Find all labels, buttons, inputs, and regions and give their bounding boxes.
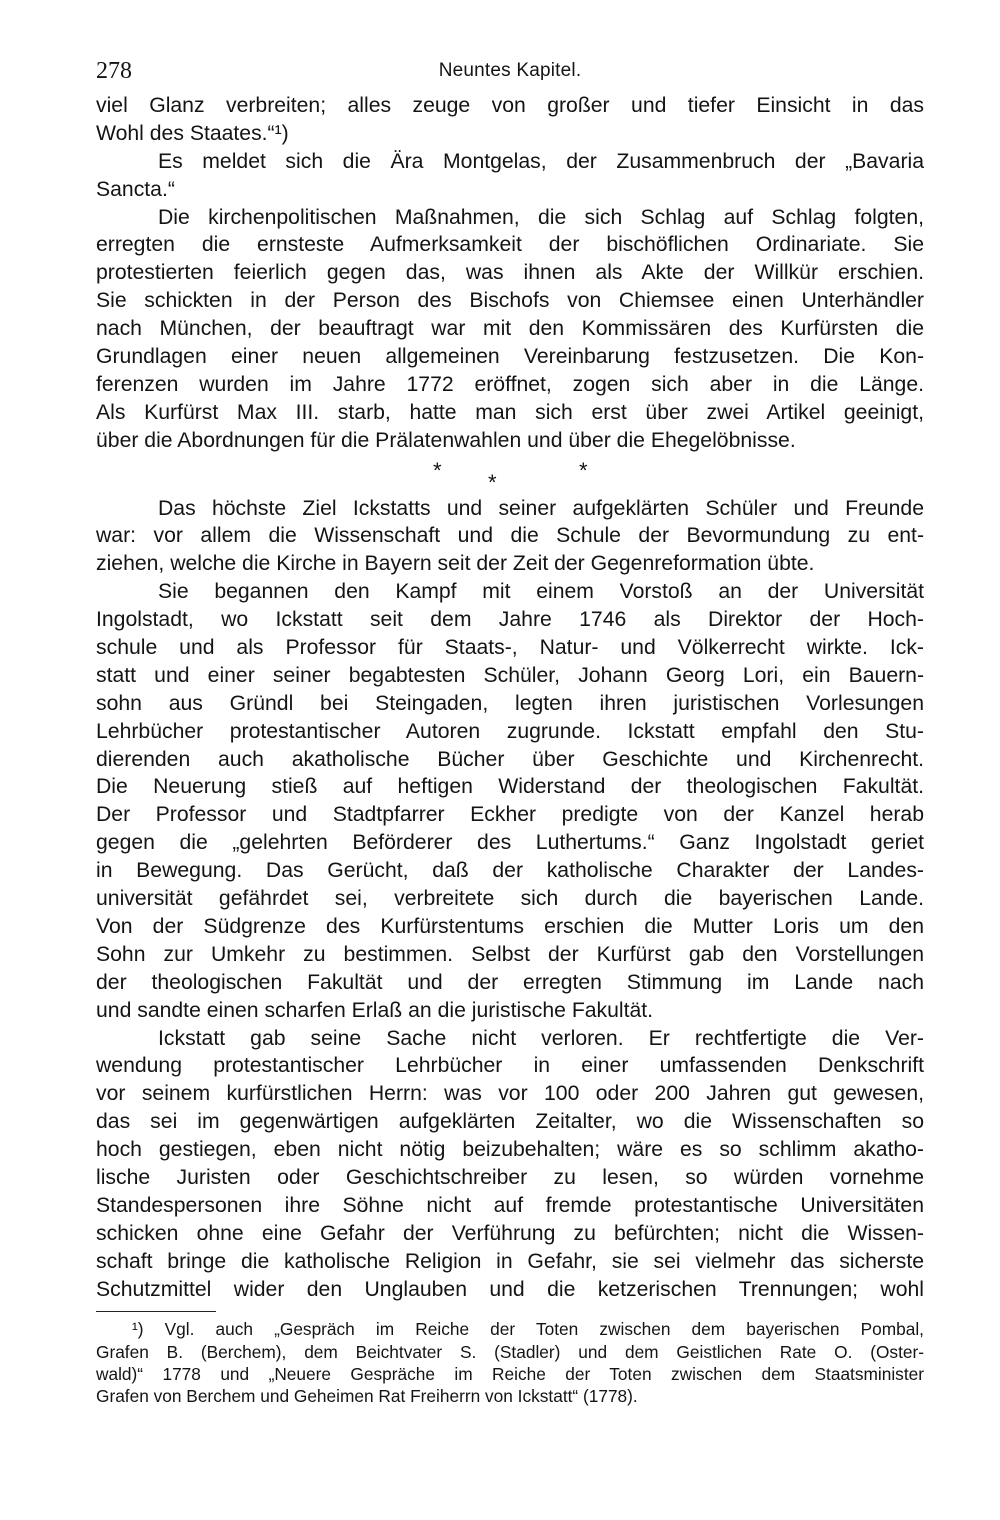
text-line: ferenzen wurden im Jahre 1772 eröffnet, zogen sich aber in die Länge.	[96, 372, 924, 396]
text-line: in Bewegung. Das Gerücht, daß der katholische Charakter der Landes-	[96, 859, 924, 883]
text-line: ziehen, welche die Kirche in Bayern seit der Zeit der Gegenreformation übte.	[96, 552, 815, 576]
text-line: war: vor allem die Wissenschaft und die Schule der Bevormundung zu ent-	[96, 524, 924, 548]
footnote-line: wald)“ 1778 und „Neuere Gespräche im Reiche der Toten zwischen dem Staatsminister	[96, 1364, 924, 1384]
separator-asterisk: *	[433, 457, 442, 483]
text-line: über die Abordnungen für die Prälatenwahlen und über die Ehegelöbnisse.	[96, 428, 796, 452]
text-line: Wohl des Staates.“¹)	[96, 121, 289, 145]
text-line: und sandte einen scharfen Erlaß an die juristische Fakultät.	[96, 998, 654, 1022]
footnote-line: Grafen B. (Berchem), dem Beichtvater S. (Stadler) und dem Geistlichen Rate O. (Oster-	[96, 1341, 924, 1362]
paragraph	[96, 495, 924, 579]
separator-asterisk: *	[488, 469, 497, 495]
separator-asterisk: *	[579, 457, 588, 483]
text-line: Der Professor und Stadtpfarrer Eckher predigte von der Kanzel herab	[96, 803, 924, 827]
text-line: Schutzmittel wider den Unglauben und die ketzerischen Trennungen; wohl	[96, 1277, 924, 1301]
text-line: Sancta.“	[96, 177, 175, 201]
text-line: viel Glanz verbreiten; alles zeuge von großer und tiefer Einsicht in das	[96, 94, 924, 117]
text-line: schaft bringe die katholische Religion in Gefahr, sie sei vielmehr das sicherste	[96, 1249, 924, 1273]
text-line: Als Kurfürst Max III. starb, hatte man sich erst über zwei Artikel geeinigt,	[96, 400, 924, 424]
text-line: schule und als Professor für Staats-, Natur- und Völkerrecht wirkte. Ick-	[96, 636, 924, 660]
text-line: Die Neuerung stieß auf heftigen Widerstand der theologischen Fakultät.	[96, 775, 924, 799]
section-separator	[96, 455, 924, 495]
text-line: erregten die ernsteste Aufmerksamkeit der bischöflichen Ordinariate. Sie	[96, 233, 924, 257]
text-line: Von der Südgrenze des Kurfürstentums erschien die Mutter Loris um den	[96, 914, 924, 938]
text-line: gegen die „gelehrten Beförderer des Luthertums.“ Ganz Ingolstadt geriet	[96, 831, 924, 855]
text-line: Es meldet sich die Ära Montgelas, der Zusammenbruch der „Bavaria	[158, 149, 924, 173]
text-line: Die kirchenpolitischen Maßnahmen, die sich Schlag auf Schlag folgten,	[158, 205, 924, 229]
text-line: das sei im gegenwärtigen aufgeklärten Zeitalter, wo die Wissenschaften so	[96, 1110, 924, 1134]
paragraph	[96, 578, 924, 1024]
text-line: wendung protestantischer Lehrbücher in einer umfassenden Denkschrift	[96, 1054, 924, 1078]
text-line: Ingolstadt, wo Ickstatt seit dem Jahre 1746 als Direktor der Hoch-	[96, 608, 924, 632]
text-line: sohn aus Gründl bei Steingaden, legten ihren juristischen Vorlesungen	[96, 691, 924, 715]
text-line: dierenden auch akatholische Bücher über Geschichte und Kirchenrecht.	[96, 747, 924, 771]
text-line: schicken ohne eine Gefahr der Verführung zu befürchten; nicht die Wissen-	[96, 1221, 924, 1245]
text-line: protestierten feierlich gegen das, was ihnen als Akte der Willkür erschien.	[96, 261, 924, 285]
text-line: Das höchste Ziel Ickstatts und seiner aufgeklärten Schüler und Freunde	[158, 496, 924, 520]
text-line: vor seinem kurfürstlichen Herrn: was vor 100 oder 200 Jahren gut gewesen,	[96, 1082, 924, 1106]
text-line: lische Juristen oder Geschichtschreiber zu lesen, so würden vornehme	[96, 1165, 924, 1189]
text-line: Sie schickten in der Person des Bischofs von Chiemsee einen Unterhändler	[96, 289, 924, 313]
text-line: Sie begannen den Kampf mit einem Vorstoß an der Universität	[158, 580, 924, 604]
text-line: Grundlagen einer neuen allgemeinen Vereinbarung festzusetzen. Die Kon-	[96, 345, 924, 369]
footnote-line: Grafen von Berchem und Geheimen Rat Freiherrn von Ickstatt“ (1778).	[96, 1386, 638, 1407]
page-number: 278	[96, 58, 132, 84]
text-line: Sohn zur Umkehr zu bestimmen. Selbst der Kurfürst gab den Vorstellungen	[96, 942, 924, 966]
text-line: Lehrbücher protestantischer Autoren zugrunde. Ickstatt empfahl den Stu-	[96, 719, 924, 743]
paragraph	[96, 148, 924, 204]
text-line: der theologischen Fakultät und der erregten Stimmung im Lande nach	[96, 970, 924, 994]
text-line: Standespersonen ihre Söhne nicht auf fremde protestantische Universitäten	[96, 1193, 924, 1217]
paragraph	[96, 204, 924, 455]
footnote-line: ¹) Vgl. auch „Gespräch im Reiche der Toten zwischen dem bayerischen Pombal,	[132, 1319, 924, 1340]
paragraph	[96, 92, 924, 148]
footnote-divider	[96, 1311, 216, 1312]
text-line: statt und einer seiner begabtesten Schüler, Johann Georg Lori, ein Bauern-	[96, 663, 924, 687]
text-line: hoch gestiegen, eben nicht nötig beizubehalten; wäre es so schlimm akatho-	[96, 1138, 924, 1162]
paragraph	[96, 1025, 924, 1304]
main-text	[96, 92, 924, 1303]
running-head: Neuntes Kapitel.	[438, 60, 582, 81]
text-line: nach München, der beauftragt war mit den Kommissären des Kurfürsten die	[96, 317, 924, 341]
footnote	[96, 1318, 924, 1407]
book-page	[96, 58, 924, 1408]
page-header	[96, 58, 924, 92]
text-line: Ickstatt gab seine Sache nicht verloren. Er rechtfertigte die Ver-	[158, 1026, 924, 1050]
text-line: universität gefährdet sei, verbreitete sich durch die bayerischen Lande.	[96, 887, 924, 911]
